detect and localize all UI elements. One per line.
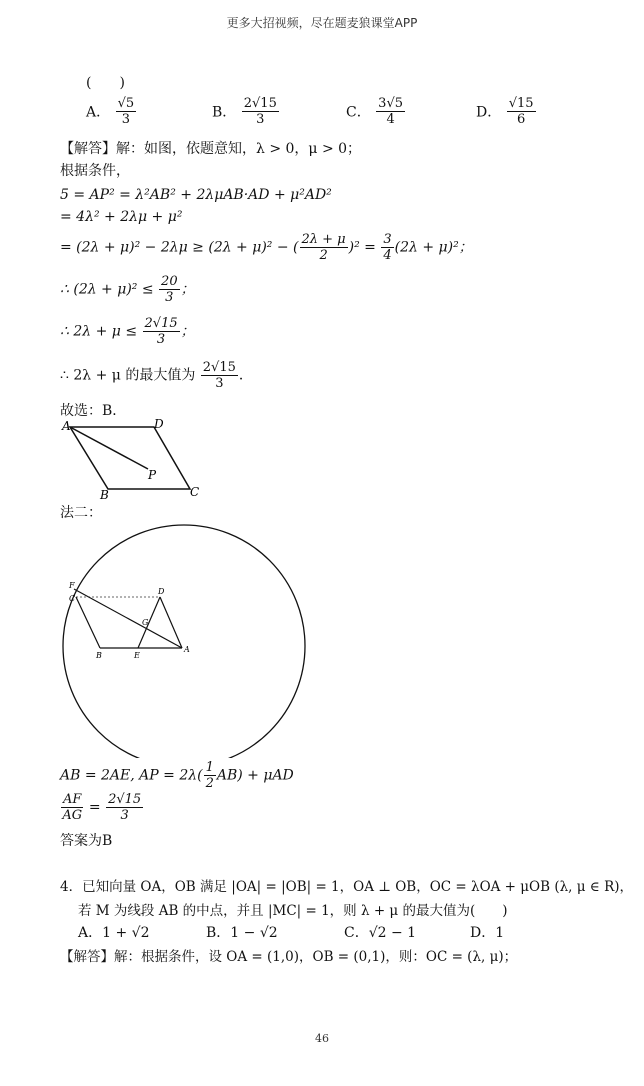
solution-intro: 【解答】解：如图，依题意知，λ > 0，μ > 0； <box>60 141 362 157</box>
option-a <box>86 96 137 127</box>
option-d-label: D． <box>476 104 502 121</box>
q4-line2: 若 M 为线段 AB 的中点，并且 |MC| = 1，则 λ + μ 的最大值为( ) <box>78 903 508 919</box>
label-b: B <box>100 488 109 500</box>
q4-option-b: B．1 − √2 <box>206 925 278 941</box>
eq-line-6: ∴ 2λ + μ 的最大值为 $\frac{2√15}{3}$ ． <box>60 360 253 391</box>
option-b <box>212 96 280 127</box>
label-a: A <box>62 419 71 433</box>
ratio-value: $\frac{2√15}{3}$ <box>108 792 142 823</box>
label-c2: C <box>69 594 76 603</box>
segment-ap <box>70 427 148 469</box>
ratio-af-ag: $\frac{AF}{AG}$ <box>62 792 83 823</box>
solution-condition: 根据条件， <box>60 163 130 179</box>
circle-figure <box>56 522 316 758</box>
option-a-frac: $\frac{√5}{3}$ <box>117 96 135 127</box>
label-d: D <box>154 418 164 431</box>
eq-line-1: 5 = AP² = λ²AB² + 2λμAB·AD + μ²AD² <box>60 187 332 203</box>
method2-answer: 答案为B <box>60 833 113 849</box>
eq-line-5: ∴ 2λ + μ ≤ $\frac{2√15}{3}$ ； <box>60 316 195 347</box>
q4-solution: 【解答】解：根据条件，设 OA = (1,0)，OB = (0,1)，则：OC = (λ, μ)； <box>60 949 518 965</box>
eq-line-3-frac: $\frac{2\lambda + \mu}{2}$ <box>301 232 346 263</box>
eq-line-5-frac: $\frac{2√15}{3}$ <box>144 316 178 347</box>
page-header: 更多大招视频，尽在题麦狼课堂APP <box>226 16 418 30</box>
option-d <box>476 96 537 127</box>
option-d-frac: $\frac{√15}{6}$ <box>508 96 534 127</box>
page-number: 46 <box>315 1032 329 1045</box>
q4-option-a: A．1 + √2 <box>78 925 150 941</box>
option-c-frac: $\frac{3√5}{4}$ <box>378 96 403 127</box>
parallelogram-figure <box>56 418 216 500</box>
segment-fa <box>74 589 182 648</box>
option-c <box>346 96 406 127</box>
answer-paren: ( ) <box>86 75 125 91</box>
label-e: E <box>134 651 140 660</box>
label-p: P <box>148 468 157 482</box>
eq-line-4-frac: $\frac{20}{3}$ <box>161 274 178 305</box>
eq-line-3-coef: $\frac{3}{4}$ <box>383 232 392 263</box>
method2-title: 法二： <box>60 505 102 521</box>
label-c: C <box>190 485 200 499</box>
eq-line-3: = (2λ + μ)² − 2λμ ≥ (2λ + μ)² − ( $\frac{2\lambda + \mu}{2}$ )² = $\frac{3}{4}$ (2λ + μ)²； <box>60 232 473 263</box>
method2-eq1-frac: $\frac{1}{2}$ <box>205 760 214 791</box>
eq-line-4: ∴ (2λ + μ)² ≤ $\frac{20}{3}$ ； <box>60 274 195 305</box>
segment-cb <box>76 597 100 648</box>
label-g: G <box>142 618 149 627</box>
eq-line-6-frac: $\frac{2√15}{3}$ <box>202 360 236 391</box>
q4-option-d: D．1 <box>470 925 505 941</box>
label-f: F <box>69 581 75 590</box>
label-a2: A <box>184 645 190 654</box>
label-b2: B <box>96 651 102 660</box>
option-b-label: B． <box>212 104 237 121</box>
circle <box>63 525 305 758</box>
option-a-label: A． <box>86 104 111 121</box>
option-b-frac: $\frac{2√15}{3}$ <box>243 96 277 127</box>
q4-line1: 4．已知向量 OA，OB 满足 |OA| = |OB| = 1，OA ⊥ OB，OC = λOA + μOB (λ, μ ∈ R)， <box>60 879 634 895</box>
segment-da <box>160 597 182 648</box>
q4-option-c: C．√2 − 1 <box>344 925 417 941</box>
option-c-label: C． <box>346 104 371 121</box>
eq-line-2: = 4λ² + 2λμ + μ² <box>60 209 183 225</box>
choice-line: 故选：B． <box>60 403 127 419</box>
method2-ratio: $\frac{AF}{AG}$ = $\frac{2√15}{3}$ <box>62 792 142 823</box>
method2-eq1: AB = 2AE, AP = 2λ( $\frac{1}{2}$ AB) + μAD <box>60 760 294 791</box>
label-d2: D <box>158 587 165 596</box>
